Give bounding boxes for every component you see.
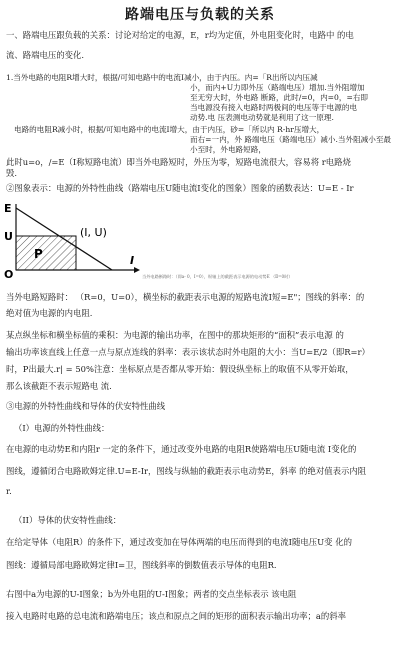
paragraph4-line4: 那么该截距不表示短路电 流. <box>6 381 112 391</box>
e-label: E <box>4 202 12 215</box>
graph-caption: ②图象表示：电源的外特性曲线（路端电压U随电流I变化的图象）图象的函数表达：U=E - Ir <box>6 183 354 193</box>
section1-line2: 流、路端电压的变化. <box>6 50 85 60</box>
paragraph5-line2: 接入电路时电路的总电流和路端电压；该点和原点之间的矩形的面积表示输出功率；a的斜率 <box>6 611 346 621</box>
paragraph3-line1: 当外电路短路时： （R=0，U=0），横坐标的截距表示电源的短路电流I短=E"；图线的斜率：的 <box>6 292 365 302</box>
x-axis-arrow <box>134 267 140 273</box>
diagram-note: 当外电路断路时：（即a- 0，I=0），纵轴上的截距表示电源的电动势E （Ⅱ=0时） <box>142 274 293 279</box>
i-label: I <box>130 254 135 267</box>
subsection1-line2: 图线，遵循闭合电路欧姆定律.U=E-Ir，图线与纵轴的截距表示电动势E，斜率 的绝对值表示内阻 <box>6 466 367 476</box>
paragraph5-line1: 右图中a为电源的U-I图象；b为外电阻的U-I图象；两者的交点坐标表示 该电阻 <box>6 589 297 599</box>
paragraph3-line2: 绝对值为电源的内电阻. <box>6 308 93 318</box>
paragraph2-line3: 小至时，外电路短路， <box>190 145 266 154</box>
paragraph2-line2: 而右=一内，外 路端电压（路端电压）减小.当外阻减小至最 <box>190 135 392 144</box>
paragraph2-last-line: 此时u=o，/=E（I称短路电流）即当外电路短时，外压为零，短路电流很大，容易将 r电路烧 <box>6 157 351 167</box>
paragraph2-last-line2: 毁. <box>6 168 18 178</box>
paragraph4-line3: 时，P出最大.r| = 50%注意：坐标原点是否都从零开始：假设纵坐标上的取值不从零开始取， <box>6 364 354 374</box>
p-label: P <box>34 247 43 261</box>
u-label: U <box>4 230 13 243</box>
subsection2-line1: 在给定导体（电阻R）的条件下，通过改变加在导体两端的电压而得到的电流I随电压U变 化的 <box>6 537 352 547</box>
point-label: (I, U) <box>80 226 107 239</box>
paragraph1-line3: 至无穷大时，外电路 断路，此时/=0，内=0，=右即 <box>190 93 369 102</box>
paragraph1-line5: 动势.电 压表测电动势就是利用了这一原理. <box>190 113 334 122</box>
paragraph4-line1: 某点纵坐标和横坐标值的乘积：为电源的输出功率，在图中的那块矩形的“面积”表示电源 的 <box>6 330 344 340</box>
subsection2-title: （II）导体的伏安特性曲线： <box>14 515 122 525</box>
paragraph1-line1: 1.当外电路的电阻R增大时，根据/可知电路中的电流I减小，由于内压。内=「R出所以内压减 <box>6 73 318 82</box>
subsection1-line3: r. <box>6 486 12 496</box>
ui-graph-diagram <box>4 198 396 280</box>
paragraph1-line2: 小，而内+U力即外压（路端电压）增加.当外阻增加 <box>190 83 365 92</box>
section1-line1: 一、路端电压跟负载的关系：讨论对给定的电源，E，r均为定值，外电阻变化时，电路中 的电 <box>6 30 354 40</box>
document-title: 路端电压与负载的关系 <box>125 7 275 23</box>
section3-title: ③电源的外特性曲线和导体的伏安特性曲线 <box>6 401 166 411</box>
paragraph4-line2: 输出功率该直线上任意一点与原点连线的斜率：表示该状态时外电阻的大小：当U=E/2（即R=r） <box>6 347 370 357</box>
paragraph1-line4: 当电源没有接入电路时两极间的电压等于电源的电 <box>190 103 358 112</box>
origin-label: O <box>4 268 14 280</box>
subsection2-line2: 图线：遵循局部电路欧姆定律I=卫，图线斜率的倒数值表示导体的电阻R. <box>6 560 277 570</box>
paragraph2-line1: 电路的电阻R减小时，根据/可知电路中的电流I增大，由于内压，砂=「所以内 R-hr压增大， <box>14 125 325 134</box>
subsection1-line1: 在电源的电动势E和内阻r 一定的条件下，通过改变外电路的电阻R使路端电压U随电流 I变化的 <box>6 444 357 454</box>
subsection1-title: （I）电源的外特性曲线： <box>14 423 110 433</box>
